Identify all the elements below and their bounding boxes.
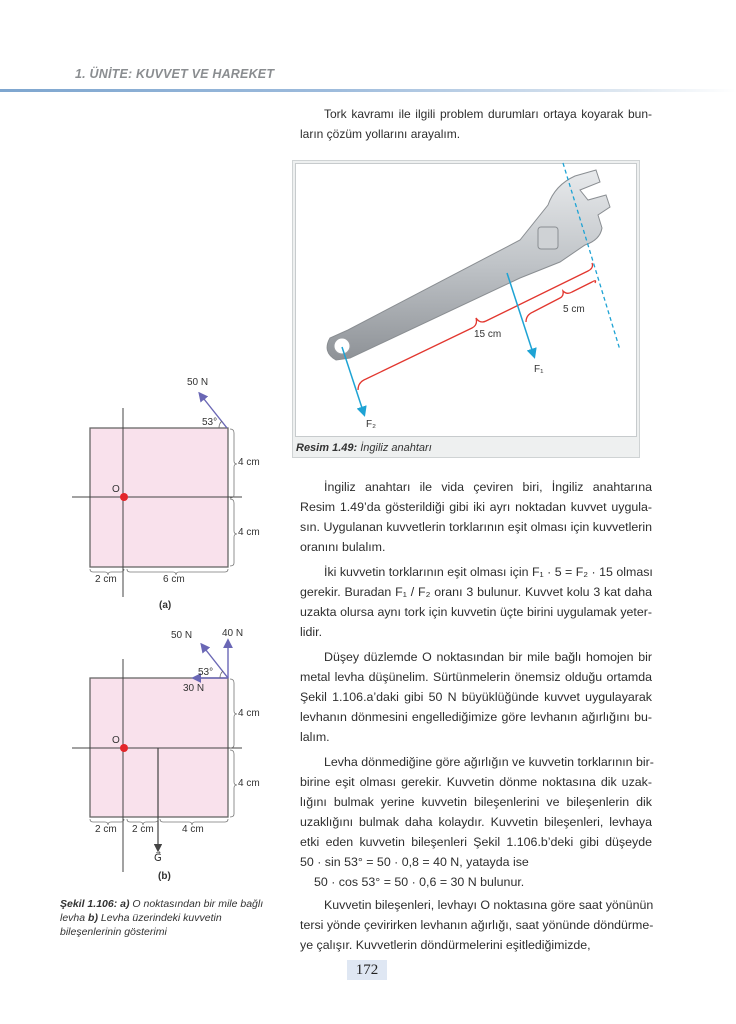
text-line: Levha dönmediğine göre ağırlığın ve kuvvetin torklarının bir-: [324, 755, 654, 769]
wrench-icon: [327, 170, 610, 360]
text-line: Kuvvetin bileşenleri, levhayı O noktasına göre saat yönünün: [324, 898, 654, 912]
caption-label: Resim 1.49:: [296, 442, 358, 454]
short-brace: [526, 281, 596, 322]
text-line: tersi yönde çevirirken levhanın ağırlığı, saat yönünde döndürme-: [300, 918, 654, 932]
fig-a-left-width: 2 cm: [95, 574, 117, 585]
force1-label: F₁: [534, 364, 544, 375]
text-line: Resim 1.49’da gösterildiği gibi iki ayrı noktadan kuvvet uygula-: [300, 500, 652, 514]
figure-b: [72, 641, 242, 872]
fig-b-horizontal-label: 30 N: [183, 683, 205, 694]
text-line: İngiliz anahtarı ile vida çeviren biri, İngiliz anahtarına: [324, 480, 652, 494]
rotation-axis-line: [563, 163, 620, 350]
text-line: ların çözüm yollarını arayalım.: [300, 127, 461, 141]
text-line: levhanın dönmesini engellediğimize göre levhanın ağırlığını bu-: [300, 710, 652, 724]
text-line: uzaklığını bulmak daha kolaydır. Kuvvetin bileşenleri, levhaya: [300, 815, 652, 829]
text-line: uzakta olursa aynı tork için kuvvetin üçte birini uygulamak yeter-: [300, 605, 652, 619]
fig-b-weight-label: G⃗: [154, 853, 162, 864]
fig-b-label: (b): [158, 871, 171, 882]
fig-b-angle-label: 53°: [198, 667, 214, 678]
fig-b-right-width: 4 cm: [182, 824, 204, 835]
text-line: metal levha düşünelim. Sürtünmelerin önemsiz olduğu ortamda: [300, 670, 652, 684]
pivot-point: [120, 744, 128, 752]
paragraph: [300, 872, 652, 892]
figure-caption-a-mark: a): [120, 898, 130, 910]
text-line: lığını bulmak yerine kuvvetin bileşenlerini ve bileşenlerin dik: [300, 795, 652, 809]
text-line: 50 · sin 53° = 50 · 0,8 = 40 N, yatayda ise: [300, 855, 529, 869]
fig-a-right-width: 6 cm: [163, 574, 185, 585]
long-distance-label: 15 cm: [474, 329, 502, 340]
fig-a-force-label: 50 N: [187, 377, 209, 388]
fig-b-mid-width: 2 cm: [132, 824, 154, 835]
figure-caption-b-text: Levha üzerindeki kuvvetin bileşenlerinin gösterimi: [60, 912, 222, 938]
text-line: gerekir. Buradan F₁ / F₂ oranı 3 bulunur. Kuvvet kolu 3 kat daha: [300, 585, 652, 599]
equation-line: 50 · cos 53° = 50 · 0,6 = 30 N bulunur.: [314, 875, 525, 889]
figure-caption-a-text: O noktasından bir mile bağlı levha: [60, 898, 264, 924]
text-line: lalım.: [300, 730, 330, 744]
page-number: 172: [347, 960, 387, 980]
text-line: Şekil 1.106.a’daki gibi 50 N büyüklüğünde kuvvet uygulayarak: [300, 690, 652, 704]
paragraph: [300, 647, 652, 747]
figure-caption: [60, 897, 265, 939]
fig-b-force-label: 50 N: [171, 630, 193, 641]
fig-a-angle-label: 53°: [202, 417, 218, 428]
fig-b-top-height: 4 cm: [238, 708, 260, 719]
fig-b-left-width: 2 cm: [95, 824, 117, 835]
fig-b-vertical-label: 40 N: [222, 628, 244, 639]
text-line: ye çalışır. Kuvvetlerin döndürmelerini eşitlediğimizde,: [300, 938, 591, 952]
paragraph: [300, 477, 652, 557]
force2-label: F₂: [366, 419, 376, 430]
unit-header: 1. ÜNİTE: KUVVET VE HAREKET: [75, 67, 275, 81]
caption-text: İngiliz anahtarı: [360, 442, 432, 454]
fig-a-pivot-label: O: [112, 484, 120, 495]
fig-a-bottom-height: 4 cm: [238, 527, 260, 538]
text-line: Düşey düzlemde O noktasından bir mile bağlı homojen bir: [324, 650, 652, 664]
paragraph: [300, 895, 652, 955]
text-line: Tork kavramı ile ilgili problem durumları ortaya koyarak bun-: [324, 107, 652, 121]
paragraph: [300, 562, 652, 642]
figure-caption-b-mark: b): [88, 912, 98, 924]
text-line: lidir.: [300, 625, 323, 639]
figure-caption-label: Şekil 1.106:: [60, 898, 118, 910]
fig-b-bottom-height: 4 cm: [238, 778, 260, 789]
pivot-point: [120, 493, 128, 501]
fig-a-label: (a): [159, 600, 172, 611]
text-line: oranını bulalım.: [300, 540, 386, 554]
text-line: birine eşit olması gerekir. Kuvvetin dönme noktasına dik uzak-: [300, 775, 652, 789]
short-distance-label: 5 cm: [563, 304, 585, 315]
paragraph: [300, 752, 652, 872]
text-line: sın. Uygulanan kuvvetlerin torklarının eşit olması için kuvvetlerin: [300, 520, 652, 534]
text-line: İki kuvvetin torklarının eşit olması için F₁ · 5 = F₂ · 15 olması: [324, 565, 653, 579]
body-text: [300, 477, 652, 960]
text-line: etki eden kuvvetin bileşenleri Şekil 1.106.b’deki gibi düşeyde: [300, 835, 652, 849]
fig-b-pivot-label: O: [112, 735, 120, 746]
fig-a-top-height: 4 cm: [238, 457, 260, 468]
